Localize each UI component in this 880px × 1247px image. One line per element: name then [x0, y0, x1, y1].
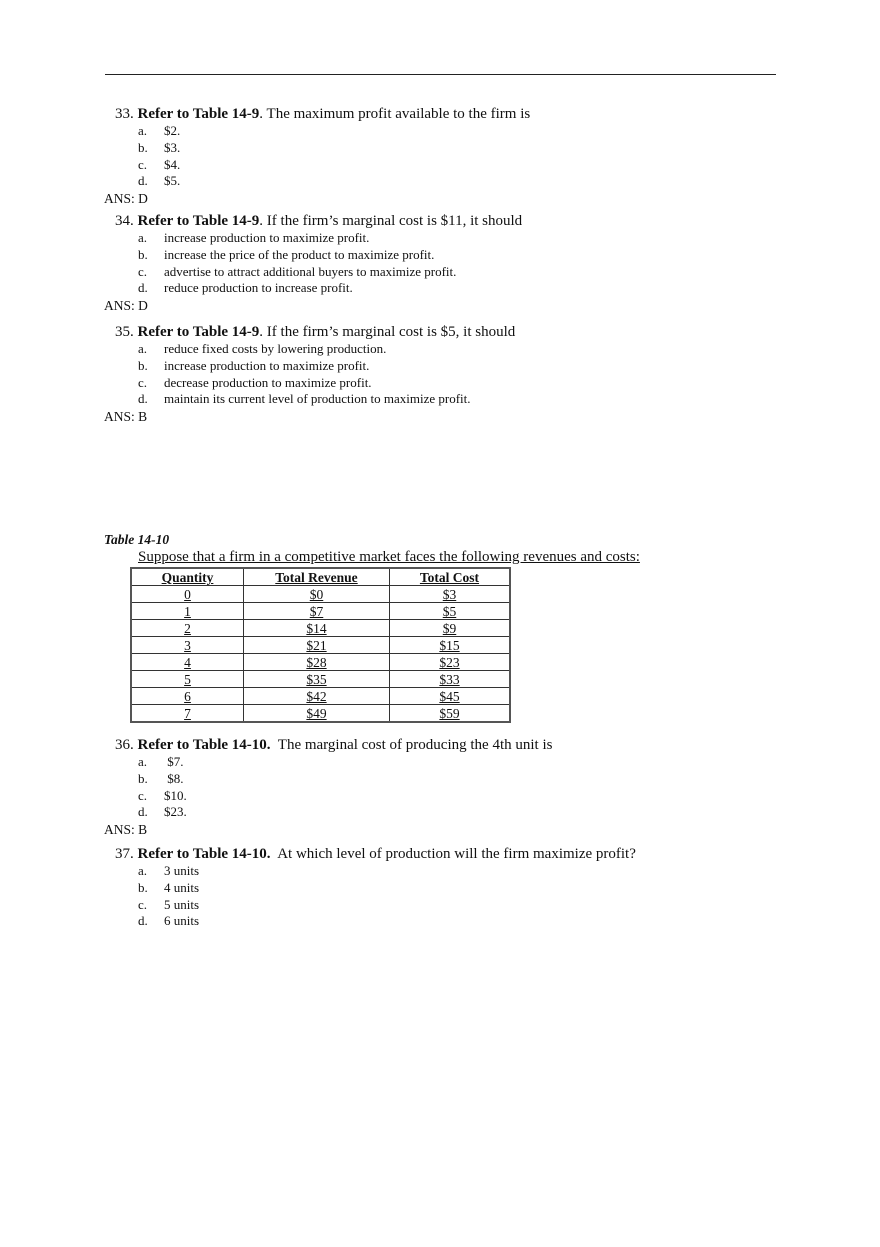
answer-option [104, 880, 804, 897]
answer-key: ANS: B [104, 409, 148, 425]
cell-total-revenue: $49 [244, 705, 390, 723]
answer-option [104, 391, 804, 408]
answer-option [104, 375, 804, 392]
question-stem [104, 213, 804, 230]
answer-option [104, 173, 804, 190]
option-letter: b. [138, 139, 148, 155]
question-text: At which level of production will the firm maximize profit? [270, 846, 636, 862]
answer-option [104, 230, 804, 247]
cell-total-cost: $33 [390, 671, 511, 688]
question-number: 33. [115, 106, 134, 122]
question-35 [104, 324, 804, 425]
option-text: $5. [164, 173, 181, 189]
table-intro: Suppose that a firm in a competitive market faces the following revenues and costs: [138, 549, 640, 565]
option-text: increase production to maximize profit. [164, 230, 370, 245]
table-reference: Refer to Table 14-10. [137, 846, 271, 862]
option-letter: d. [138, 804, 148, 820]
option-letter: a. [138, 754, 148, 769]
option-letter: d. [138, 173, 148, 189]
option-text: $3. [164, 139, 181, 155]
question-text: . If the firm’s marginal cost is $11, it should [259, 213, 523, 229]
cell-total-cost: $59 [390, 705, 511, 723]
cell-quantity: 0 [131, 586, 244, 603]
option-letter: c. [138, 787, 148, 803]
table-row [131, 620, 510, 637]
option-letter: a. [138, 123, 148, 138]
question-text: The marginal cost of producing the 4th unit is [270, 737, 553, 753]
cell-quantity: 2 [131, 620, 244, 637]
option-text: decrease production to maximize profit. [164, 374, 372, 390]
option-text: $10. [164, 787, 187, 803]
option-text: 6 units [164, 913, 200, 929]
question-text: . If the firm’s marginal cost is $5, it should [259, 324, 516, 340]
cell-quantity: 3 [131, 637, 244, 654]
option-text: $4. [164, 156, 181, 172]
cell-total-cost: $9 [390, 620, 511, 637]
option-text: $7. [164, 754, 184, 769]
question-34 [104, 213, 804, 314]
option-letter: d. [138, 913, 148, 929]
answer-key: ANS: D [104, 191, 148, 207]
cell-total-cost: $5 [390, 603, 511, 620]
answer-option [104, 341, 804, 358]
cell-total-revenue: $7 [244, 603, 390, 620]
cell-total-revenue: $14 [244, 620, 390, 637]
table-reference: Refer to Table 14-9 [137, 106, 260, 122]
option-text: maintain its current level of production to maximize profit. [164, 391, 471, 407]
option-text: increase production to maximize profit. [164, 357, 370, 373]
cell-total-revenue: $28 [244, 654, 390, 671]
question-number: 34. [115, 213, 134, 229]
answer-option [104, 157, 804, 174]
table-row [131, 654, 510, 671]
table-row [131, 586, 510, 603]
cell-quantity: 5 [131, 671, 244, 688]
answer-option [104, 140, 804, 157]
option-letter: c. [138, 896, 148, 912]
table-row [131, 603, 510, 620]
cell-total-cost: $15 [390, 637, 511, 654]
cell-total-revenue: $42 [244, 688, 390, 705]
question-number: 36. [115, 737, 134, 753]
answer-option [104, 897, 804, 914]
option-letter: c. [138, 263, 148, 279]
revenue-cost-table [130, 567, 511, 723]
answer-option [104, 247, 804, 264]
question-stem [104, 324, 804, 341]
option-text: 4 units [164, 879, 200, 895]
answer-key: ANS: D [104, 298, 148, 314]
cell-quantity: 7 [131, 705, 244, 723]
header-rule [105, 74, 776, 75]
question-stem [104, 737, 804, 754]
header-total-cost: Total Cost [390, 568, 511, 586]
question-stem [104, 106, 804, 123]
answer-key: ANS: B [104, 822, 148, 838]
cell-total-revenue: $0 [244, 586, 390, 603]
table-row [131, 637, 510, 654]
answer-option [104, 280, 804, 297]
answer-option [104, 264, 804, 281]
answer-option [104, 804, 804, 821]
option-text: $8. [164, 770, 184, 786]
option-text: reduce fixed costs by lowering production. [164, 341, 387, 356]
cell-total-cost: $45 [390, 688, 511, 705]
option-letter: a. [138, 341, 148, 356]
answer-option [104, 358, 804, 375]
option-text: 5 units [164, 896, 200, 912]
answer-option [104, 123, 804, 140]
question-number: 37. [115, 846, 134, 862]
question-text: . The maximum profit available to the firm is [259, 106, 531, 122]
cell-total-revenue: $21 [244, 637, 390, 654]
cell-total-revenue: $35 [244, 671, 390, 688]
option-letter: b. [138, 770, 148, 786]
answer-option [104, 913, 804, 930]
cell-quantity: 1 [131, 603, 244, 620]
option-letter: d. [138, 280, 148, 296]
option-text: advertise to attract additional buyers to maximize profit. [164, 263, 457, 279]
option-letter: c. [138, 374, 148, 390]
option-letter: d. [138, 391, 148, 407]
table-row [131, 705, 510, 723]
answer-option [104, 754, 804, 771]
option-letter: a. [138, 230, 148, 245]
table-title: Table 14-10 [104, 532, 170, 547]
option-text: 3 units [164, 863, 200, 878]
option-text: reduce production to increase profit. [164, 280, 353, 296]
cell-quantity: 6 [131, 688, 244, 705]
option-letter: c. [138, 156, 148, 172]
option-letter: b. [138, 357, 148, 373]
question-number: 35. [115, 324, 134, 340]
question-36 [104, 737, 804, 838]
table-header-row [131, 568, 510, 586]
table-reference: Refer to Table 14-10. [137, 737, 271, 753]
option-letter: b. [138, 246, 148, 262]
option-letter: a. [138, 863, 148, 878]
answer-option [104, 863, 804, 880]
question-stem [104, 846, 804, 863]
question-37 [104, 846, 804, 930]
table-row [131, 671, 510, 688]
cell-total-cost: $3 [390, 586, 511, 603]
option-text: increase the price of the product to maximize profit. [164, 246, 435, 262]
table-reference: Refer to Table 14-9 [137, 324, 260, 340]
option-text: $23. [164, 804, 187, 820]
option-letter: b. [138, 879, 148, 895]
header-total-revenue: Total Revenue [244, 568, 390, 586]
table-row [131, 688, 510, 705]
answer-option [104, 771, 804, 788]
question-33 [104, 106, 804, 207]
option-text: $2. [164, 123, 181, 138]
answer-option [104, 788, 804, 805]
table-reference: Refer to Table 14-9 [137, 213, 260, 229]
cell-quantity: 4 [131, 654, 244, 671]
header-quantity: Quantity [131, 568, 244, 586]
cell-total-cost: $23 [390, 654, 511, 671]
